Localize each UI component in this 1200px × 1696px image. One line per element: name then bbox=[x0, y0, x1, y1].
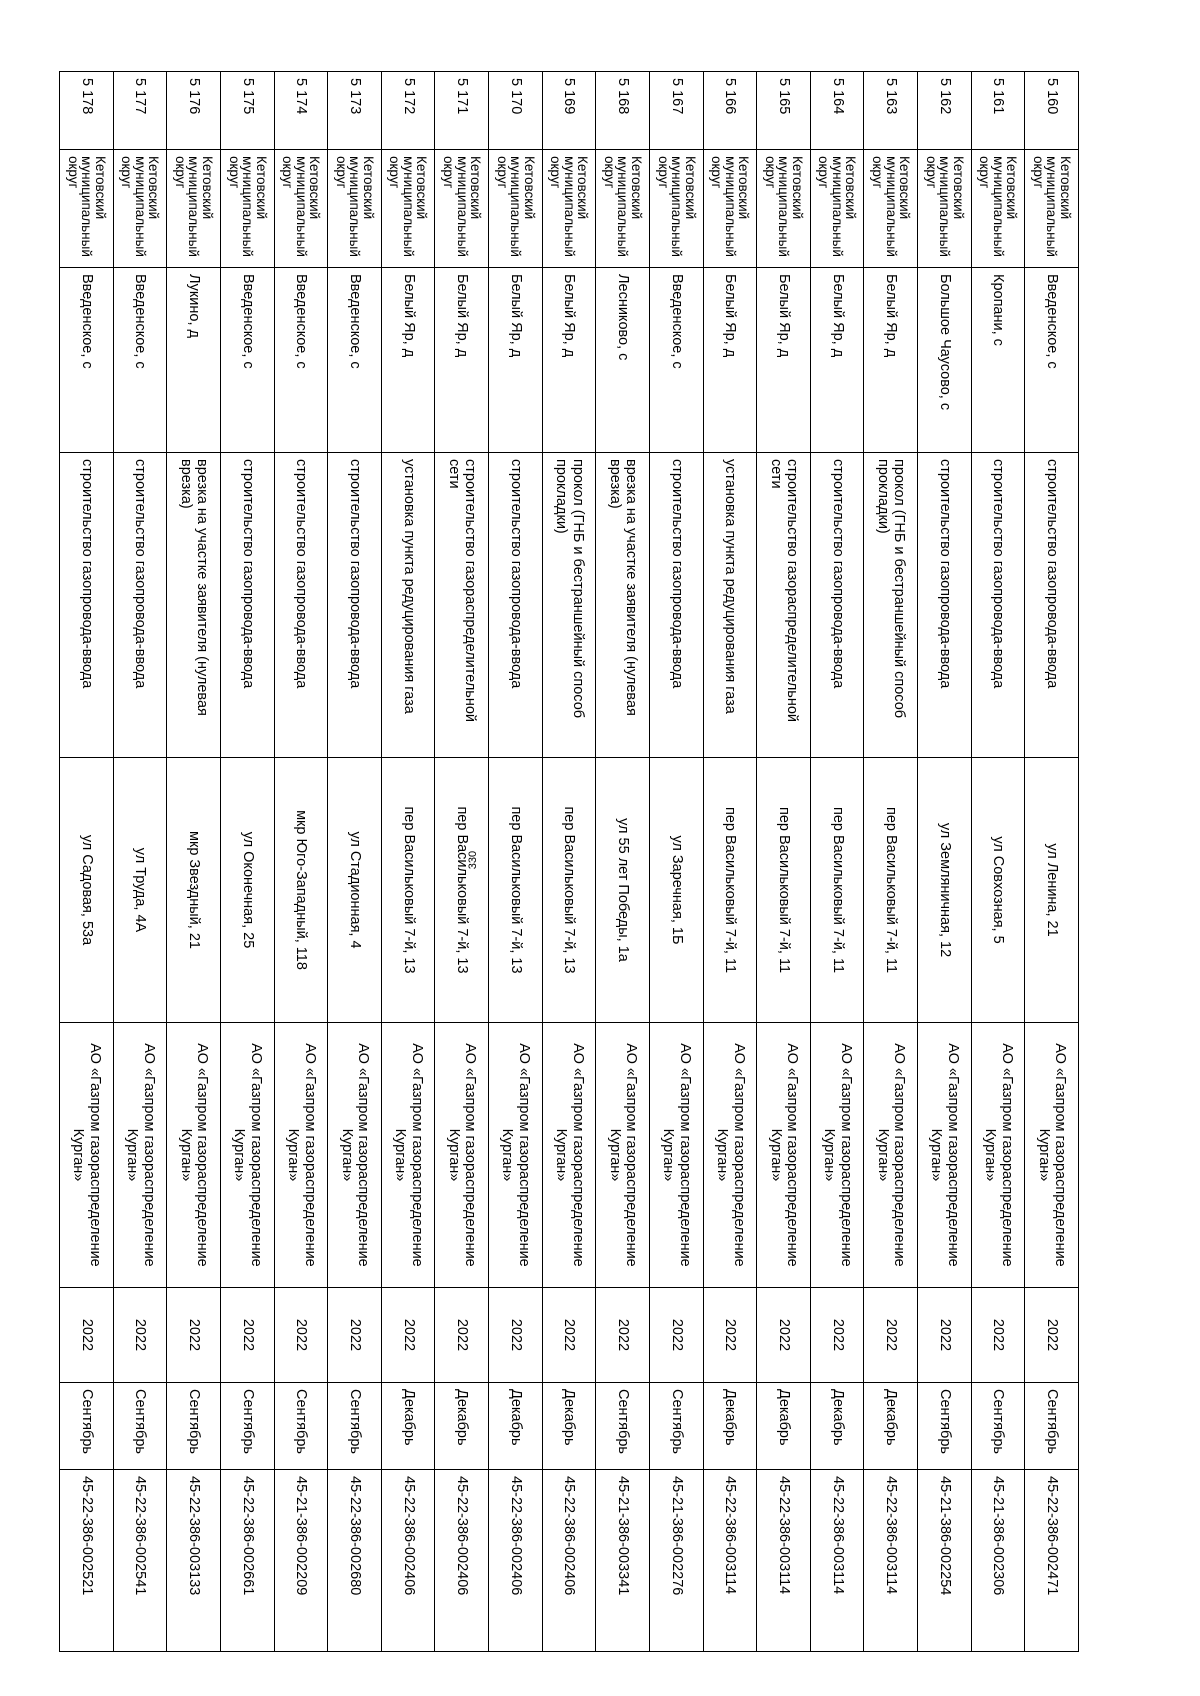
organization-cell: АО «Газпром газораспределение Курган» bbox=[167, 1023, 221, 1288]
organization-cell: АО «Газпром газораспределение Курган» bbox=[328, 1023, 382, 1288]
locality-cell: Введенское, с bbox=[60, 268, 114, 453]
work-type-cell: прокол (ГНБ и бестраншейный способ прокладки) bbox=[864, 453, 918, 758]
table-row bbox=[596, 72, 650, 1652]
locality-cell: Лесниково, с bbox=[596, 268, 650, 453]
locality-cell: Белый Яр, д bbox=[703, 268, 757, 453]
organization-cell: АО «Газпром газораспределение Курган» bbox=[489, 1023, 543, 1288]
year-cell: 2022 bbox=[167, 1288, 221, 1383]
row-number: 5 161 bbox=[971, 72, 1025, 150]
month-cell: Сентябрь bbox=[60, 1383, 114, 1470]
month-cell: Сентябрь bbox=[596, 1383, 650, 1470]
code-cell: 45-22-386-003114 bbox=[757, 1470, 811, 1652]
address-cell: пер Васильковый 7-й, 11 bbox=[757, 758, 811, 1023]
code-cell: 45-22-386-002406 bbox=[489, 1470, 543, 1652]
table-row bbox=[328, 72, 382, 1652]
address-cell: ул Стадионная, 4 bbox=[328, 758, 382, 1023]
row-number: 5 172 bbox=[381, 72, 435, 150]
row-number: 5 171 bbox=[435, 72, 489, 150]
year-cell: 2022 bbox=[435, 1288, 489, 1383]
code-cell: 45-22-386-002406 bbox=[435, 1470, 489, 1652]
table-row bbox=[971, 72, 1025, 1652]
month-cell: Декабрь bbox=[542, 1383, 596, 1470]
address-cell: ул Земляничная, 12 bbox=[918, 758, 972, 1023]
address-cell: пер Васильковый 7-й, 11 bbox=[703, 758, 757, 1023]
work-type-cell: строительство газораспределительной сети bbox=[435, 453, 489, 758]
address-cell: ул 55 лет Победы, 1а bbox=[596, 758, 650, 1023]
table-row bbox=[542, 72, 596, 1652]
month-cell: Декабрь bbox=[757, 1383, 811, 1470]
code-cell: 45-22-386-002680 bbox=[328, 1470, 382, 1652]
organization-cell: АО «Газпром газораспределение Курган» bbox=[274, 1023, 328, 1288]
row-number: 5 166 bbox=[703, 72, 757, 150]
municipality-cell: Кетовский муниципальный округ bbox=[113, 150, 167, 268]
table-row bbox=[274, 72, 328, 1652]
organization-cell: АО «Газпром газораспределение Курган» bbox=[757, 1023, 811, 1288]
organization-cell: АО «Газпром газораспределение Курган» bbox=[596, 1023, 650, 1288]
year-cell: 2022 bbox=[489, 1288, 543, 1383]
work-type-cell: установка пункта редуцирования газа bbox=[381, 453, 435, 758]
code-cell: 45-22-386-002406 bbox=[542, 1470, 596, 1652]
address-cell: пер Васильковый 7-й, 11 bbox=[810, 758, 864, 1023]
address-cell: пер Васильковый 7-й, 13 bbox=[435, 758, 489, 1023]
table-row bbox=[489, 72, 543, 1652]
municipality-cell: Кетовский муниципальный округ bbox=[60, 150, 114, 268]
code-cell: 45-22-386-002521 bbox=[60, 1470, 114, 1652]
month-cell: Сентябрь bbox=[167, 1383, 221, 1470]
municipality-cell: Кетовский муниципальный округ bbox=[167, 150, 221, 268]
year-cell: 2022 bbox=[1025, 1288, 1079, 1383]
organization-cell: АО «Газпром газораспределение Курган» bbox=[221, 1023, 275, 1288]
year-cell: 2022 bbox=[113, 1288, 167, 1383]
code-cell: 45-21-386-002306 bbox=[971, 1470, 1025, 1652]
organization-cell: АО «Газпром газораспределение Курган» bbox=[971, 1023, 1025, 1288]
code-cell: 45-21-386-003341 bbox=[596, 1470, 650, 1652]
municipality-cell: Кетовский муниципальный округ bbox=[650, 150, 704, 268]
year-cell: 2022 bbox=[60, 1288, 114, 1383]
locality-cell: Белый Яр, д bbox=[757, 268, 811, 453]
locality-cell: Большое Чаусово, с bbox=[918, 268, 972, 453]
address-cell: ул Садовая, 53а bbox=[60, 758, 114, 1023]
row-number: 5 174 bbox=[274, 72, 328, 150]
address-cell: пер Васильковый 7-й, 13 bbox=[542, 758, 596, 1023]
row-number: 5 165 bbox=[757, 72, 811, 150]
municipality-cell: Кетовский муниципальный округ bbox=[703, 150, 757, 268]
locality-cell: Белый Яр, д bbox=[864, 268, 918, 453]
year-cell: 2022 bbox=[757, 1288, 811, 1383]
table-row bbox=[167, 72, 221, 1652]
municipality-cell: Кетовский муниципальный округ bbox=[757, 150, 811, 268]
row-number: 5 178 bbox=[60, 72, 114, 150]
organization-cell: АО «Газпром газораспределение Курган» bbox=[113, 1023, 167, 1288]
code-cell: 45-22-386-002541 bbox=[113, 1470, 167, 1652]
work-type-cell: строительство газопровода-ввода bbox=[489, 453, 543, 758]
table-row bbox=[918, 72, 972, 1652]
address-cell: мкр Юго-Западный, 118 bbox=[274, 758, 328, 1023]
work-type-cell: строительство газопровода-ввода bbox=[113, 453, 167, 758]
municipality-cell: Кетовский муниципальный округ bbox=[274, 150, 328, 268]
code-cell: 45-22-386-003133 bbox=[167, 1470, 221, 1652]
organization-cell: АО «Газпром газораспределение Курган» bbox=[918, 1023, 972, 1288]
month-cell: Сентябрь bbox=[918, 1383, 972, 1470]
code-cell: 45-22-386-003114 bbox=[810, 1470, 864, 1652]
year-cell: 2022 bbox=[381, 1288, 435, 1383]
work-type-cell: установка пункта редуцирования газа bbox=[703, 453, 757, 758]
organization-cell: АО «Газпром газораспределение Курган» bbox=[703, 1023, 757, 1288]
address-cell: ул Труда, 4А bbox=[113, 758, 167, 1023]
locality-cell: Белый Яр, д bbox=[810, 268, 864, 453]
month-cell: Декабрь bbox=[435, 1383, 489, 1470]
locality-cell: Белый Яр, д bbox=[489, 268, 543, 453]
table-row bbox=[757, 72, 811, 1652]
locality-cell: Белый Яр, д bbox=[381, 268, 435, 453]
code-cell: 45-22-386-002661 bbox=[221, 1470, 275, 1652]
year-cell: 2022 bbox=[596, 1288, 650, 1383]
month-cell: Сентябрь bbox=[113, 1383, 167, 1470]
code-cell: 45-22-386-002406 bbox=[381, 1470, 435, 1652]
month-cell: Сентябрь bbox=[650, 1383, 704, 1470]
locality-cell: Введенское, с bbox=[328, 268, 382, 453]
month-cell: Сентябрь bbox=[221, 1383, 275, 1470]
table-row bbox=[381, 72, 435, 1652]
month-cell: Сентябрь bbox=[328, 1383, 382, 1470]
year-cell: 2022 bbox=[810, 1288, 864, 1383]
row-number: 5 160 bbox=[1025, 72, 1079, 150]
code-cell: 45-22-386-002471 bbox=[1025, 1470, 1079, 1652]
month-cell: Сентябрь bbox=[971, 1383, 1025, 1470]
code-cell: 45-21-386-002209 bbox=[274, 1470, 328, 1652]
work-type-cell: врезка на участке заявителя (нулевая врезка) bbox=[167, 453, 221, 758]
year-cell: 2022 bbox=[864, 1288, 918, 1383]
row-number: 5 173 bbox=[328, 72, 382, 150]
row-number: 5 163 bbox=[864, 72, 918, 150]
code-cell: 45-21-386-002254 bbox=[918, 1470, 972, 1652]
table-row bbox=[60, 72, 114, 1652]
work-type-cell: строительство газопровода-ввода bbox=[918, 453, 972, 758]
municipality-cell: Кетовский муниципальный округ bbox=[381, 150, 435, 268]
work-type-cell: строительство газопровода-ввода bbox=[221, 453, 275, 758]
month-cell: Декабрь bbox=[489, 1383, 543, 1470]
work-type-cell: строительство газопровода-ввода bbox=[1025, 453, 1079, 758]
gasification-table bbox=[59, 71, 1079, 1652]
year-cell: 2022 bbox=[971, 1288, 1025, 1383]
row-number: 5 177 bbox=[113, 72, 167, 150]
organization-cell: АО «Газпром газораспределение Курган» bbox=[542, 1023, 596, 1288]
address-cell: ул Заречная, 1Б bbox=[650, 758, 704, 1023]
month-cell: Декабрь bbox=[810, 1383, 864, 1470]
year-cell: 2022 bbox=[703, 1288, 757, 1383]
locality-cell: Введенское, с bbox=[650, 268, 704, 453]
row-number: 5 162 bbox=[918, 72, 972, 150]
row-number: 5 164 bbox=[810, 72, 864, 150]
work-type-cell: строительство газопровода-ввода bbox=[971, 453, 1025, 758]
table-row bbox=[221, 72, 275, 1652]
address-cell: ул Совхозная, 5 bbox=[971, 758, 1025, 1023]
address-cell: пер Васильковый 7-й, 13 bbox=[381, 758, 435, 1023]
rotated-table-wrapper bbox=[59, 71, 1079, 1651]
table-row bbox=[650, 72, 704, 1652]
locality-cell: Введенское, с bbox=[1025, 268, 1079, 453]
year-cell: 2022 bbox=[918, 1288, 972, 1383]
organization-cell: АО «Газпром газораспределение Курган» bbox=[810, 1023, 864, 1288]
address-cell: пер Васильковый 7-й, 13 bbox=[489, 758, 543, 1023]
table-row bbox=[435, 72, 489, 1652]
table-body bbox=[60, 72, 1079, 1652]
municipality-cell: Кетовский муниципальный округ bbox=[542, 150, 596, 268]
row-number: 5 175 bbox=[221, 72, 275, 150]
month-cell: Декабрь bbox=[703, 1383, 757, 1470]
organization-cell: АО «Газпром газораспределение Курган» bbox=[381, 1023, 435, 1288]
row-number: 5 176 bbox=[167, 72, 221, 150]
year-cell: 2022 bbox=[542, 1288, 596, 1383]
code-cell: 45-22-386-003114 bbox=[864, 1470, 918, 1652]
work-type-cell: строительство газопровода-ввода bbox=[650, 453, 704, 758]
table-row bbox=[864, 72, 918, 1652]
municipality-cell: Кетовский муниципальный округ bbox=[971, 150, 1025, 268]
locality-cell: Белый Яр, д bbox=[435, 268, 489, 453]
municipality-cell: Кетовский муниципальный округ bbox=[489, 150, 543, 268]
work-type-cell: строительство газопровода-ввода bbox=[810, 453, 864, 758]
municipality-cell: Кетовский муниципальный округ bbox=[596, 150, 650, 268]
address-cell: ул Ленина, 21 bbox=[1025, 758, 1079, 1023]
work-type-cell: строительство газопровода-ввода bbox=[274, 453, 328, 758]
month-cell: Декабрь bbox=[381, 1383, 435, 1470]
page-number: 330 bbox=[467, 850, 479, 870]
organization-cell: АО «Газпром газораспределение Курган» bbox=[864, 1023, 918, 1288]
work-type-cell: строительство газораспределительной сети bbox=[757, 453, 811, 758]
row-number: 5 168 bbox=[596, 72, 650, 150]
address-cell: мкр Звездный, 21 bbox=[167, 758, 221, 1023]
municipality-cell: Кетовский муниципальный округ bbox=[810, 150, 864, 268]
organization-cell: АО «Газпром газораспределение Курган» bbox=[435, 1023, 489, 1288]
row-number: 5 167 bbox=[650, 72, 704, 150]
year-cell: 2022 bbox=[274, 1288, 328, 1383]
year-cell: 2022 bbox=[328, 1288, 382, 1383]
organization-cell: АО «Газпром газораспределение Курган» bbox=[60, 1023, 114, 1288]
year-cell: 2022 bbox=[650, 1288, 704, 1383]
locality-cell: Кропани, с bbox=[971, 268, 1025, 453]
code-cell: 45-21-386-002276 bbox=[650, 1470, 704, 1652]
locality-cell: Введенское, с bbox=[113, 268, 167, 453]
work-type-cell: строительство газопровода-ввода bbox=[328, 453, 382, 758]
organization-cell: АО «Газпром газораспределение Курган» bbox=[1025, 1023, 1079, 1288]
municipality-cell: Кетовский муниципальный округ bbox=[221, 150, 275, 268]
locality-cell: Введенское, с bbox=[221, 268, 275, 453]
row-number: 5 170 bbox=[489, 72, 543, 150]
month-cell: Сентябрь bbox=[274, 1383, 328, 1470]
month-cell: Декабрь bbox=[864, 1383, 918, 1470]
address-cell: пер Васильковый 7-й, 11 bbox=[864, 758, 918, 1023]
table-row bbox=[810, 72, 864, 1652]
work-type-cell: врезка на участке заявителя (нулевая врезка) bbox=[596, 453, 650, 758]
municipality-cell: Кетовский муниципальный округ bbox=[435, 150, 489, 268]
municipality-cell: Кетовский муниципальный округ bbox=[1025, 150, 1079, 268]
locality-cell: Белый Яр, д bbox=[542, 268, 596, 453]
row-number: 5 169 bbox=[542, 72, 596, 150]
organization-cell: АО «Газпром газораспределение Курган» bbox=[650, 1023, 704, 1288]
municipality-cell: Кетовский муниципальный округ bbox=[864, 150, 918, 268]
locality-cell: Лукино, д bbox=[167, 268, 221, 453]
work-type-cell: прокол (ГНБ и бестраншейный способ прокладки) bbox=[542, 453, 596, 758]
work-type-cell: строительство газопровода-ввода bbox=[60, 453, 114, 758]
month-cell: Сентябрь bbox=[1025, 1383, 1079, 1470]
table-row bbox=[1025, 72, 1079, 1652]
table-row bbox=[113, 72, 167, 1652]
table-row bbox=[703, 72, 757, 1652]
municipality-cell: Кетовский муниципальный округ bbox=[328, 150, 382, 268]
year-cell: 2022 bbox=[221, 1288, 275, 1383]
code-cell: 45-22-386-003114 bbox=[703, 1470, 757, 1652]
municipality-cell: Кетовский муниципальный округ bbox=[918, 150, 972, 268]
locality-cell: Введенское, с bbox=[274, 268, 328, 453]
address-cell: ул Оконечная, 25 bbox=[221, 758, 275, 1023]
